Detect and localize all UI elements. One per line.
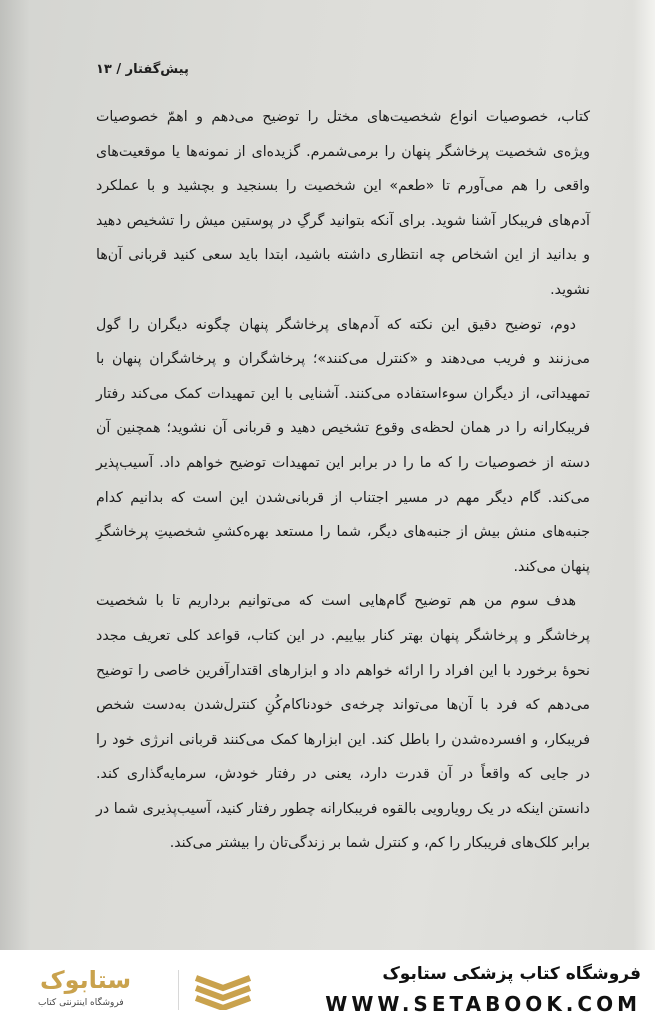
store-name: فروشگاه کتاب پزشکی ستابوک — [382, 964, 641, 984]
store-url-link[interactable]: WWW.SETABOOK.COM — [325, 992, 641, 1016]
footer-banner — [0, 950, 655, 1024]
logo-divider — [178, 970, 179, 1010]
page-gutter-shadow — [0, 0, 30, 950]
paragraph-2: دوم، توضیح دقیق این نکته که آدم‌های پرخاشگر پنهان چگونه دیگران را گول می‌زنند و فریب می‌دهند و «کنترل می‌کنند»؛ پرخاشگران و پرخاشگران پنهان با تمهیداتی، از دیگران سوءاستفاده می‌کنند. آشنایی با این تمهیدات کمک می‌کند رفتار فریبکارانه را در همان لحظه‌ی وقوع تشخیص دهید و قربانی آن نشوید؛ همچنین آن دسته از خصوصیات را که ما را در برابر این تمهیدات توضیح خواهم داد. آسیب‌پذیر می‌کند. گام دیگر مهم در مسیر اجتناب از قربانی‌شدن این است که بدانیم کدام جنبه‌های منش بیش از جنبه‌های دیگر، شما را مستعد بهره‌کشیِ شخصیتِ پرخاشگرِ پنهان می‌کند. — [96, 316, 590, 575]
running-head: پیش‌گفتار / ۱۳ — [96, 62, 189, 77]
paragraph-3: هدف سوم من هم توضیح گام‌هایی است که می‌توانیم برداریم تا با شخصیت پرخاشگر و پرخاشگر پنهان بهتر کنار بیاییم. در این کتاب، قواعد کلی تعریف مجدد نحوهٔ برخورد با این افراد را ارائه خواهم داد و ابزارهای اقتدارآفرین خاصی را توضیح می‌دهم که فرد با آن‌ها می‌تواند چرخه‌ی خودناکام‌کُنِ کنترل‌شدن به‌دست شخص فریبکار، و افسرده‌شدن را باطل کند. این ابزارها کمک می‌کنند قربانی انرژی خود را در جایی که واقعاً در آن قدرت دارد، یعنی در رفتار خودش، سرمایه‌گذاری کند. دانستن اینکه در یک رویارویی بالقوه فریبکارانه چطور رفتار کنید، آسیب‌پذیری شما در برابر کلک‌های فریبکار را کم، و کنترل شما بر زندگی‌تان را بیشتر می‌کند. — [96, 593, 590, 852]
chevron-stack-icon — [188, 972, 258, 1010]
setabook-logo[interactable] — [18, 964, 268, 1014]
logo-tagline: فروشگاه اینترنتی کتاب — [38, 998, 124, 1008]
logo-wordmark: ستابوک — [40, 966, 132, 994]
page-edge — [633, 0, 655, 950]
book-text — [96, 100, 590, 861]
paragraph-1: کتاب، خصوصیات انواع شخصیت‌های مختل را توضیح می‌دهم و اهمّ خصوصیات ویژه‌ی شخصیت پرخاشگر پنهان را برمی‌شمرم. گزیده‌ای از نمونه‌ها یا موقعیت‌های واقعی را هم می‌آورم تا «طعم» این شخصیت را بسنجید و بچشید و با عملکرد آدم‌های فریبکار آشنا شوید. برای آنکه بتوانید گرگِ در پوستین میش را تشخیص دهید و بدانید از این اشخاص چه انتظاری داشته باشید، ابتدا باید سعی کنید قربانی آن‌ها نشوید. — [96, 109, 590, 298]
